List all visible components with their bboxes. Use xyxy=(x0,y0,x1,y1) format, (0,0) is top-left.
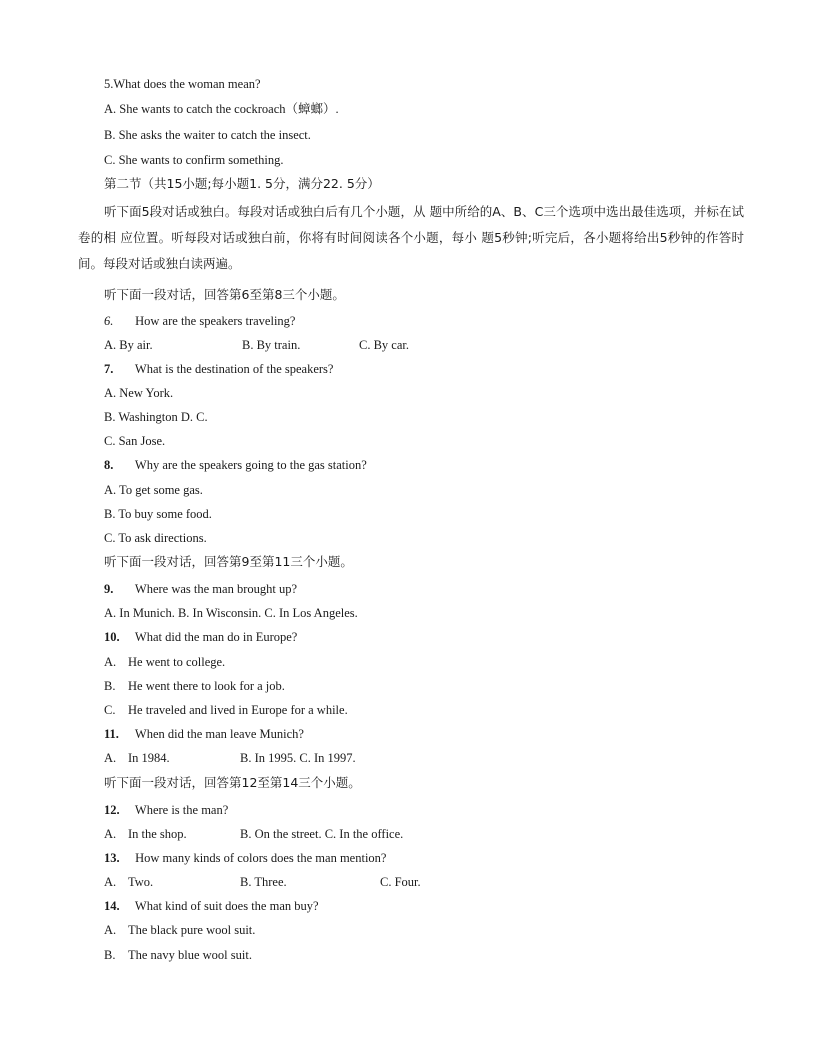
q11-option-bc: B. In 1995. C. In 1997. xyxy=(240,751,356,765)
q10-text: What did the man do in Europe? xyxy=(134,630,298,644)
q14-question xyxy=(104,898,319,914)
group2-intro: 听下面一段对话，回答第9至第11三个小题。 xyxy=(104,554,353,569)
q12-option-a: In the shop. xyxy=(128,827,187,841)
q6-option-c: C. By car. xyxy=(359,338,409,352)
q5-option-c: C. She wants to confirm something. xyxy=(104,153,284,167)
q7-option-b: B. Washington D. C. xyxy=(104,410,208,424)
q7-question xyxy=(104,361,333,377)
q13-option-b: B. Three. xyxy=(240,875,287,889)
q10-option-b: B. He went there to look for a job. xyxy=(104,679,285,693)
q12-options: A. In the shop. B. On the street. C. In the office. xyxy=(104,827,404,841)
q9-question xyxy=(104,581,297,597)
q9-options: A. In Munich. B. In Wisconsin. C. In Los Angeles. xyxy=(104,606,358,620)
q6-option-b: B. By train. xyxy=(242,338,301,352)
q5-option-a: A. She wants to catch the cockroach（蟑螂）. xyxy=(104,102,339,116)
q12-question xyxy=(104,802,228,818)
q14-option-a: A. The black pure wool suit. xyxy=(104,923,256,937)
q6-question xyxy=(104,313,295,329)
q8-number: 8. xyxy=(104,458,114,472)
q12-text: Where is the man? xyxy=(134,803,229,817)
section2-instructions: 听下面5段对话或独白。每段对话或独白后有几个小题，从 题中所给的A、B、C三个选项中选出最佳选项，并标在试卷的相 应位置。听每段对话或独白前，你将有时间阅读各个小题，每小 题5秒钟;听完后，各小题将给出5秒钟的作答时间。每段对话或独白读两遍。 xyxy=(78,204,744,271)
q8-option-b: B. To buy some food. xyxy=(104,507,212,521)
section2-title: 第二节（共15小题;每小题1. 5分，满分22. 5分） xyxy=(104,176,380,191)
q7-text: What is the destination of the speakers? xyxy=(134,362,334,376)
q11-question xyxy=(104,726,304,742)
q9-text: Where was the man brought up? xyxy=(134,582,298,596)
q8-option-a: A. To get some gas. xyxy=(104,483,203,497)
q7-option-c: C. San Jose. xyxy=(104,434,166,448)
group1-intro: 听下面一段对话，回答第6至第8三个小题。 xyxy=(104,287,345,302)
q5-text: 5.What does the woman mean? xyxy=(104,77,261,91)
q14-number: 14. xyxy=(104,899,120,913)
q12-option-bc: B. On the street. C. In the office. xyxy=(240,827,404,841)
q7-option-a: A. New York. xyxy=(104,386,174,400)
q8-text: Why are the speakers going to the gas station? xyxy=(134,458,367,472)
q7-number: 7. xyxy=(104,362,114,376)
q13-text: How many kinds of colors does the man mention? xyxy=(135,851,387,865)
group3-intro: 听下面一段对话，回答第12至第14三个小题。 xyxy=(104,775,361,790)
q11-option-a: In 1984. xyxy=(128,751,170,765)
q12-number: 12. xyxy=(104,803,120,817)
q10-question xyxy=(104,629,297,645)
q10-number: 10. xyxy=(104,630,120,644)
q10-option-c: C. He traveled and lived in Europe for a while. xyxy=(104,703,348,717)
q14-option-b: B. The navy blue wool suit. xyxy=(104,948,252,962)
q14-text: What kind of suit does the man buy? xyxy=(134,899,319,913)
q5-option-b: B. She asks the waiter to catch the insect. xyxy=(104,128,311,142)
q6-text: How are the speakers traveling? xyxy=(135,314,296,328)
q13-option-c: C. Four. xyxy=(380,875,421,889)
q13-option-a: Two. xyxy=(128,875,154,889)
q11-options: A. In 1984. B. In 1995. C. In 1997. xyxy=(104,751,356,765)
q9-number: 9. xyxy=(104,582,114,596)
q6-options xyxy=(104,337,504,353)
q13-question xyxy=(104,850,386,866)
q5-question xyxy=(104,76,261,92)
q11-text: When did the man leave Munich? xyxy=(134,727,304,741)
q11-number: 11. xyxy=(104,727,119,741)
q6-option-a: A. By air. xyxy=(104,338,153,352)
q10-option-a: A. He went to college. xyxy=(104,655,226,669)
q6-number: 6. xyxy=(104,314,114,328)
q13-options: A. Two. B. Three. C. Four. xyxy=(104,875,421,889)
q13-number: 13. xyxy=(104,851,120,865)
q8-question xyxy=(104,457,367,473)
q8-option-c: C. To ask directions. xyxy=(104,531,207,545)
